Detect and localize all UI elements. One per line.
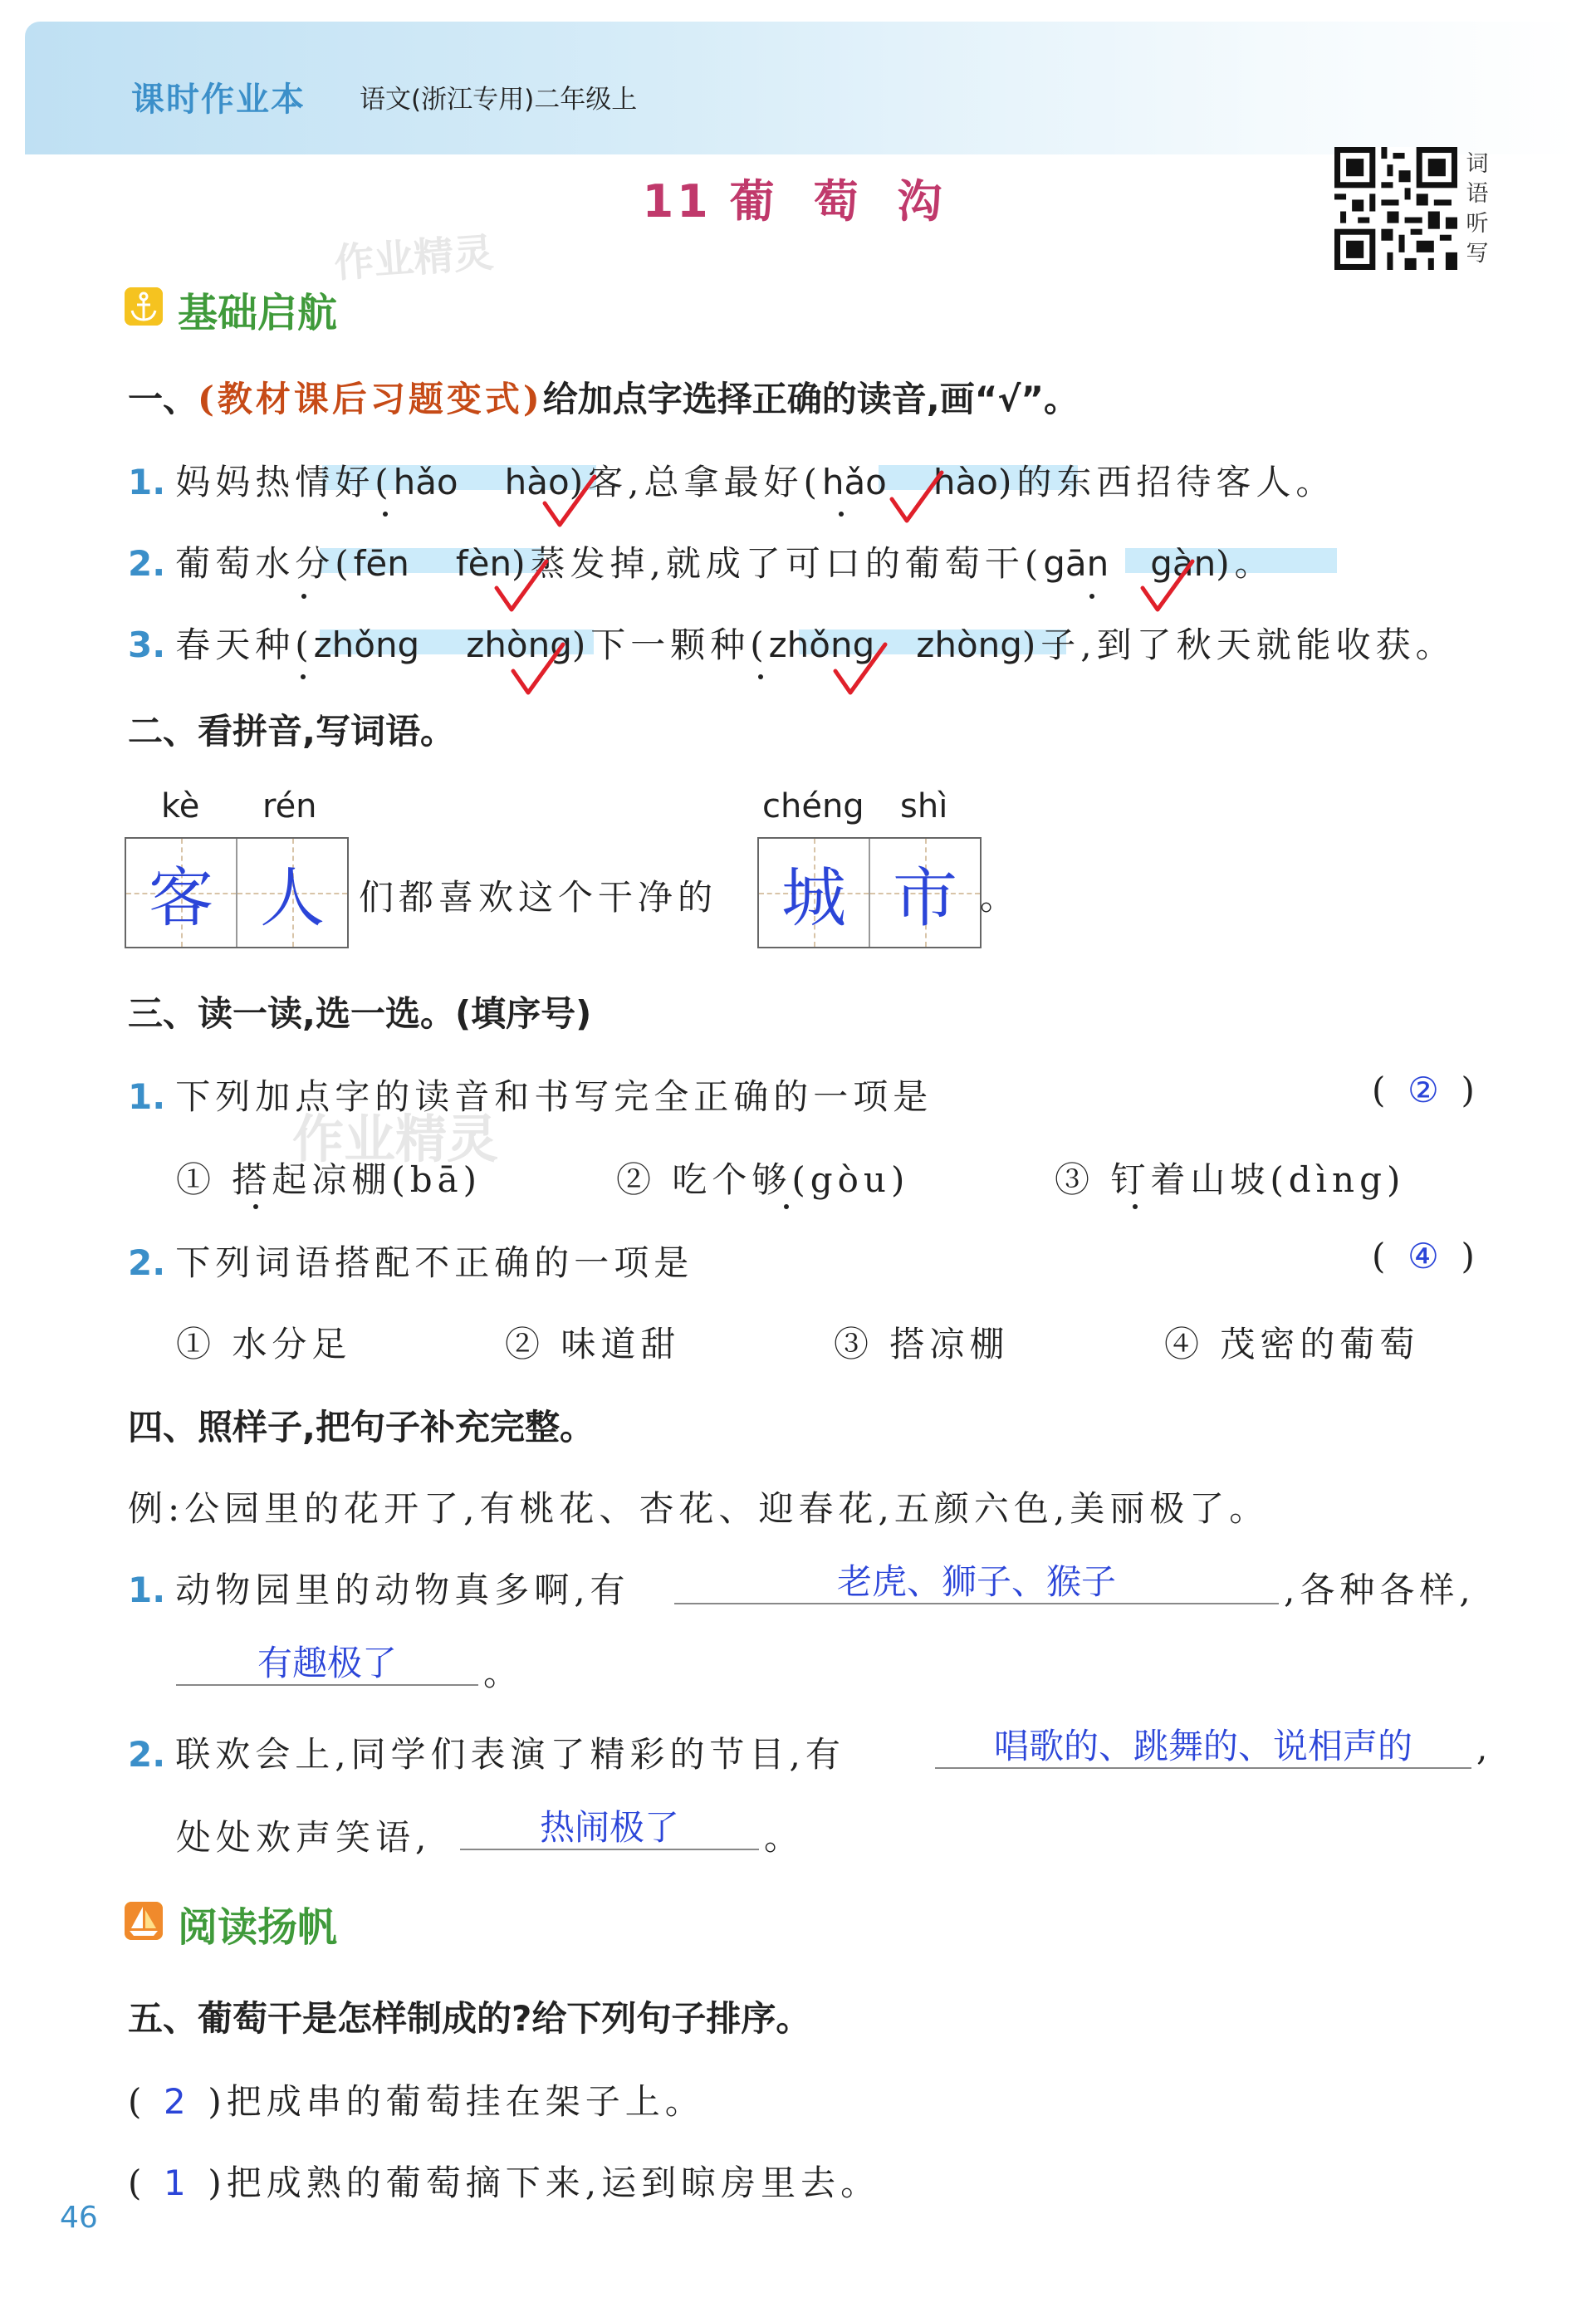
- q3-option: ① 水分足: [176, 1324, 352, 1364]
- book-subtitle: 语文(浙江专用)二年级上: [360, 85, 638, 115]
- item-text: )下一颗种(: [571, 625, 769, 665]
- q1-item: [128, 618, 1456, 668]
- emphasis-dot: [1089, 594, 1094, 599]
- q3-option: ③ 搭凉棚: [834, 1324, 1010, 1364]
- answer-parentheses[interactable]: ( ② ): [1372, 1070, 1475, 1110]
- qr-label-char: 词: [1466, 151, 1489, 177]
- pinyin-option[interactable]: zhòng: [916, 625, 1022, 665]
- check-mark-icon: [508, 641, 566, 699]
- item-text: ,各种各样,: [1284, 1570, 1476, 1610]
- emphasis-dot: [253, 1204, 258, 1209]
- pinyin-option[interactable]: gàn: [1150, 543, 1217, 584]
- q3-heading: 三、读一读,选一选。(填序号): [128, 993, 592, 1034]
- qr-label: [1463, 149, 1491, 269]
- item-text: )。: [1216, 543, 1275, 584]
- q2-sentence-middle: 们都喜欢这个干净的: [359, 877, 718, 918]
- handwritten-answer: 市: [892, 861, 957, 936]
- q3-item: [128, 1236, 693, 1286]
- handwritten-answer: 城: [781, 861, 846, 936]
- character-grid[interactable]: [757, 837, 982, 948]
- pinyin-option[interactable]: gān: [1043, 543, 1109, 584]
- lesson-number: 11: [642, 175, 712, 228]
- pinyin-option[interactable]: fèn: [455, 543, 512, 584]
- item-text: )子,到了秋天就能收获。: [1021, 625, 1456, 665]
- q2-sentence-end: 。: [980, 877, 1021, 918]
- q1-number: 一、: [128, 379, 198, 419]
- qr-label-char: 语: [1466, 181, 1489, 207]
- grid-cell[interactable]: [237, 839, 347, 947]
- q1-item: [128, 455, 1335, 505]
- fill-blank[interactable]: 有趣极了: [176, 1643, 478, 1686]
- pinyin-option[interactable]: zhòng: [466, 625, 572, 665]
- item-text: 联欢会上,同学们表演了精彩的节目,有: [175, 1734, 845, 1775]
- handwritten-answer[interactable]: 1: [164, 2163, 191, 2203]
- qr-label-char: 写: [1466, 241, 1489, 267]
- check-mark-icon: [887, 469, 945, 527]
- qr-code-icon[interactable]: [1334, 147, 1457, 270]
- emphasis-dot: [383, 512, 388, 517]
- emphasis-dot: [839, 512, 844, 517]
- item-text: )蒸发掉,就成了可口的葡萄干(: [512, 543, 1044, 584]
- answer-parentheses[interactable]: ( ④ ): [1372, 1236, 1475, 1276]
- sail-icon: [125, 1902, 163, 1940]
- q3-item: [128, 1070, 933, 1119]
- fill-blank[interactable]: 老虎、狮子、猴子: [674, 1561, 1279, 1604]
- q4-example: 例:公园里的花开了,有桃花、杏花、迎春花,五颜六色,美丽极了。: [128, 1488, 1270, 1529]
- q1-item: [128, 536, 1275, 586]
- handwritten-answer[interactable]: 2: [164, 2081, 191, 2122]
- item-text: 。: [764, 1817, 805, 1858]
- item-number: 2.: [128, 543, 166, 584]
- handwritten-answer: ④: [1408, 1236, 1439, 1276]
- pinyin-option[interactable]: hào: [933, 462, 998, 502]
- check-mark-icon: [540, 473, 598, 531]
- item-number: 1.: [128, 1570, 166, 1610]
- q5-heading: 五、葡萄干是怎样制成的?给下列句子排序。: [128, 1998, 811, 2039]
- pinyin-label: chéng: [762, 787, 864, 825]
- item-number: 3.: [128, 625, 166, 665]
- handwritten-answer: 人: [259, 861, 325, 936]
- item-number: 1.: [128, 1076, 166, 1117]
- item-text: ,: [1476, 1727, 1493, 1768]
- item-text: )把成串的葡萄挂在架子上。: [208, 2081, 705, 2122]
- item-text: )的东西招待客人。: [997, 462, 1336, 502]
- handwritten-answer: 客: [148, 861, 213, 936]
- item-text: 动物园里的动物真多啊,有: [175, 1570, 630, 1610]
- item-text: 春天种(: [175, 625, 314, 665]
- item-number: 2.: [128, 1734, 166, 1775]
- item-text: 。: [483, 1653, 524, 1693]
- emphasis-dot: [301, 674, 306, 679]
- item-text: 葡萄水分(: [175, 543, 354, 584]
- q5-item: ( 1 )把成熟的葡萄摘下来,运到晾房里去。: [128, 2163, 881, 2203]
- q3-option: ② 吃个够(gòu): [616, 1159, 910, 1200]
- anchor-icon: [125, 287, 163, 326]
- section-basic-heading: 基础启航: [178, 290, 338, 336]
- item-number: 1.: [128, 462, 166, 502]
- check-mark-icon: [492, 558, 550, 616]
- item-text: 下列词语搭配不正确的一项是: [175, 1242, 694, 1283]
- item-number: 2.: [128, 1242, 166, 1283]
- section-reading-heading: 阅读扬帆: [178, 1904, 338, 1951]
- q3-option: ③ 钉着山坡(dìng): [1055, 1159, 1406, 1200]
- emphasis-dot: [784, 1204, 789, 1209]
- handwritten-answer: ②: [1408, 1070, 1439, 1110]
- q4-item: [128, 1727, 845, 1777]
- pinyin-option[interactable]: zhǒng: [768, 625, 875, 665]
- lesson-name: 葡 萄 沟: [729, 175, 954, 228]
- page-number: 46: [60, 2201, 98, 2235]
- emphasis-dot: [1133, 1204, 1138, 1209]
- qr-label-char: 听: [1466, 211, 1489, 237]
- item-text: 妈妈热情好(: [175, 462, 394, 502]
- pinyin-option[interactable]: hǎo: [393, 462, 458, 502]
- pinyin-option[interactable]: zhǒng: [313, 625, 420, 665]
- item-text: 下列加点字的读音和书写完全正确的一项是: [175, 1076, 933, 1117]
- fill-blank[interactable]: 唱歌的、跳舞的、说相声的: [935, 1726, 1471, 1769]
- q4-heading: 四、照样子,把句子补充完整。: [128, 1407, 595, 1447]
- character-grid[interactable]: [125, 837, 349, 948]
- check-mark-icon: [830, 641, 889, 699]
- item-text: )把成熟的葡萄摘下来,运到晾房里去。: [208, 2163, 881, 2203]
- item-text: )客,总拿最好(: [569, 462, 822, 502]
- pinyin-label: shì: [900, 787, 948, 825]
- q3-option: ① 搭起凉棚(bā): [176, 1159, 482, 1200]
- q4-item: [128, 1563, 630, 1613]
- emphasis-dot: [758, 674, 763, 679]
- emphasis-dot: [301, 594, 306, 599]
- q3-option: ④ 茂密的葡萄: [1164, 1324, 1420, 1364]
- grid-cell[interactable]: [759, 839, 870, 947]
- pinyin-option[interactable]: hào: [504, 462, 570, 502]
- brand-title: 课时作业本: [131, 81, 306, 119]
- q2-heading: 二、看拼音,写词语。: [128, 711, 455, 752]
- grid-cell[interactable]: [126, 839, 237, 947]
- q1-heading: [128, 372, 1079, 422]
- watermark: 作业精灵: [332, 229, 496, 287]
- pinyin-label: rén: [262, 787, 317, 825]
- fill-blank[interactable]: 热闹极了: [460, 1807, 759, 1850]
- item-text: 处处欢声笑语,: [176, 1817, 432, 1858]
- watermark: 作业精灵: [292, 1109, 499, 1169]
- q5-item: ( 2 )把成串的葡萄挂在架子上。: [128, 2081, 705, 2122]
- q1-tag: (教材课后习题变式): [198, 379, 543, 419]
- q3-option: ② 味道甜: [505, 1324, 681, 1364]
- grid-cell[interactable]: [870, 839, 980, 947]
- q1-text: 给加点字选择正确的读音,画“√”。: [542, 379, 1079, 419]
- pinyin-option[interactable]: fēn: [353, 543, 409, 584]
- check-mark-icon: [1138, 558, 1196, 616]
- pinyin-option[interactable]: hǎo: [821, 462, 887, 502]
- pinyin-label: kè: [161, 787, 200, 825]
